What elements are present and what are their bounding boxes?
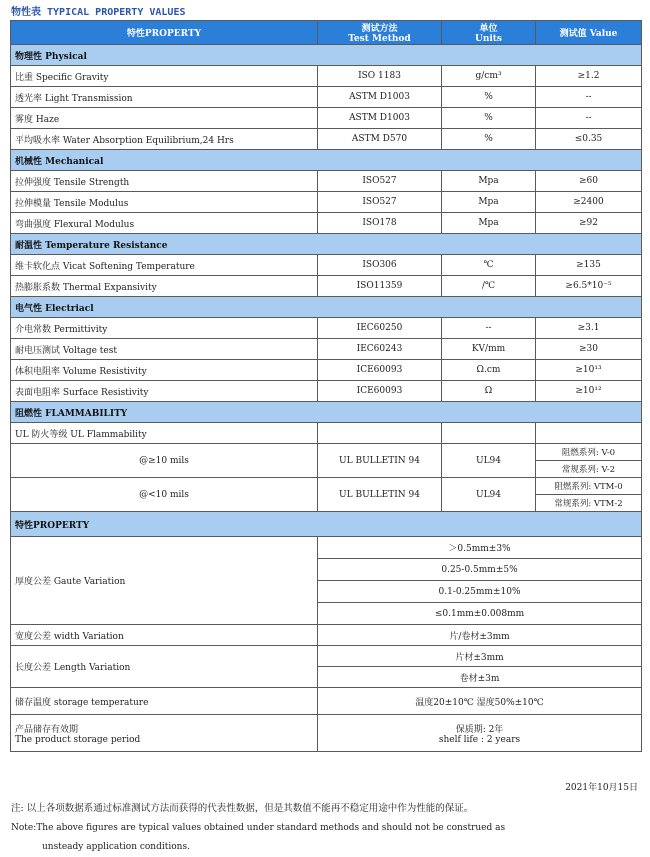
cell-prop: 维卡软化点 Vicat Softening Temperature [11, 255, 318, 276]
cell-value: ≥3.1 [536, 318, 642, 339]
gauge-label [11, 537, 318, 625]
cell-unit: UL94 [442, 444, 536, 478]
cell-method: ISO527 [318, 192, 442, 213]
section-thermal [11, 234, 642, 255]
cell-prop: 比重 Specific Gravity [11, 66, 318, 87]
cell-value: ≥135 [536, 255, 642, 276]
cell-value: 阻燃系列: VTM-0 [536, 478, 642, 495]
length-value: 卷材±3m [318, 667, 642, 688]
cell-unit: Mpa [442, 171, 536, 192]
header-value: 测试值 Value [536, 21, 642, 45]
width-label: 宽度公差 width Variation [11, 625, 318, 646]
empty-cell [318, 423, 442, 444]
storage-value: 温度20±10℃ 湿度50%±10℃ [318, 688, 642, 715]
storage-label: 储存温度 storage temperature [11, 688, 318, 715]
cell-prop: 介电常数 Permittivity [11, 318, 318, 339]
table-row [11, 360, 642, 381]
table-row [11, 129, 642, 150]
table-row [11, 381, 642, 402]
gauge-value: ≤0.1mm±0.008mm [318, 603, 642, 625]
table-row [11, 213, 642, 234]
cell-prop: 拉伸模量 Tensile Modulus [11, 192, 318, 213]
section-title: 电气性 Electriacl [11, 297, 642, 318]
cell-method: ISO 1183 [318, 66, 442, 87]
header-unit-cn: 单位 [479, 24, 498, 34]
table-row [11, 339, 642, 360]
table-row [11, 171, 642, 192]
cell-method: ASTM D1003 [318, 87, 442, 108]
header-unit-en: Units [474, 34, 503, 44]
gauge-value: ＞0.5mm±3% [318, 537, 642, 559]
gauge-label-text: 厚度公差 Gaute Variation [15, 577, 126, 587]
section-property [11, 512, 642, 537]
section-physical [11, 45, 642, 66]
cell-value: ≥1.2 [536, 66, 642, 87]
cell-unit: Mpa [442, 192, 536, 213]
cell-value: ≥92 [536, 213, 642, 234]
table-row [11, 444, 642, 461]
cell-value: 常规系列: VTM-2 [536, 495, 642, 512]
cell-unit: Mpa [442, 213, 536, 234]
table-row [11, 715, 642, 752]
cell-unit: Ω.cm [442, 360, 536, 381]
table-row [11, 423, 642, 444]
header-unit [442, 21, 536, 45]
property-table [10, 20, 642, 752]
cell-unit: ℃ [442, 255, 536, 276]
cell-value: -- [536, 87, 642, 108]
shelf-value-cn: 保质期: 2年 [455, 724, 504, 735]
shelf-label-cn: 产品储存有效期 [15, 724, 79, 735]
shelf-value [318, 715, 642, 752]
document-date: 2021年10月15日 [565, 783, 638, 793]
empty-cell [536, 423, 642, 444]
cell-prop: 体积电阻率 Volume Resistivity [11, 360, 318, 381]
cell-prop: 透光率 Light Transmission [11, 87, 318, 108]
cell-value: 阻燃系列: V-0 [536, 444, 642, 461]
cell-prop: 雾度 Haze [11, 108, 318, 129]
cell-unit: g/cm³ [442, 66, 536, 87]
cell-method: ICE60093 [318, 360, 442, 381]
width-value: 片/卷材±3mm [318, 625, 642, 646]
cell-method: ISO11359 [318, 276, 442, 297]
cell-unit: % [442, 87, 536, 108]
cell-value: ≥10¹³ [536, 360, 642, 381]
cell-value: ≤0.35 [536, 129, 642, 150]
cell-prop: 耐电压测试 Voltage test [11, 339, 318, 360]
cell-method: UL BULLETIN 94 [318, 444, 442, 478]
table-row [11, 255, 642, 276]
section-title: 特性PROPERTY [11, 512, 642, 537]
cell-value: ≥30 [536, 339, 642, 360]
table-row [11, 66, 642, 87]
note-en-line2: unsteady application conditions. [42, 842, 190, 852]
cell-prop: 热膨胀系数 Thermal Expansivity [11, 276, 318, 297]
gauge-value: 0.25-0.5mm±5% [318, 559, 642, 581]
note-cn: 注: 以上各项数据系通过标准测试方法而获得的代表性数据，但是其数值不能再不稳定用途中作为性能的保证。 [11, 803, 474, 814]
cell-unit: % [442, 129, 536, 150]
cell-method: ASTM D570 [318, 129, 442, 150]
table-row [11, 87, 642, 108]
cell-unit: KV/mm [442, 339, 536, 360]
cell-unit: % [442, 108, 536, 129]
cell-method: ISO527 [318, 171, 442, 192]
section-flammability [11, 402, 642, 423]
cell-unit: Ω [442, 381, 536, 402]
section-electrical [11, 297, 642, 318]
cell-method: ISO306 [318, 255, 442, 276]
table-row [11, 688, 642, 715]
header-method-en: Test Method [348, 34, 411, 44]
section-title: 机械性 Mechanical [11, 150, 642, 171]
cell-unit: /℃ [442, 276, 536, 297]
section-title: 物理性 Physical [11, 45, 642, 66]
table-row [11, 108, 642, 129]
ul-label: UL 防火等级 UL Flammability [11, 423, 318, 444]
cell-method: ISO178 [318, 213, 442, 234]
cell-method: IEC60243 [318, 339, 442, 360]
cell-prop: @<10 mils [11, 478, 318, 512]
shelf-label-en: The product storage period [15, 734, 141, 745]
length-label: 长度公差 Length Variation [11, 646, 318, 688]
cell-method: ASTM D1003 [318, 108, 442, 129]
table-row [11, 478, 642, 495]
table-row [11, 625, 642, 646]
gauge-value: 0.1-0.25mm±10% [318, 581, 642, 603]
table-row [11, 318, 642, 339]
section-title: 耐温性 Temperature Resistance [11, 234, 642, 255]
table-row [11, 192, 642, 213]
empty-cell [442, 423, 536, 444]
section-mechanical [11, 150, 642, 171]
cell-value: -- [536, 108, 642, 129]
shelf-label [11, 715, 318, 752]
cell-value: ≥60 [536, 171, 642, 192]
table-row [11, 276, 642, 297]
cell-prop: 平均吸水率 Water Absorption Equilibrium,24 Hrs [11, 129, 318, 150]
page-title: 物性表 TYPICAL PROPERTY VALUES [11, 7, 186, 18]
shelf-value-en: shelf life : 2 years [438, 734, 521, 745]
table-header [11, 21, 642, 45]
table-row [11, 537, 642, 559]
cell-method: UL BULLETIN 94 [318, 478, 442, 512]
section-title: 阻燃性 FLAMMABILITY [11, 402, 642, 423]
cell-prop: 拉伸强度 Tensile Strength [11, 171, 318, 192]
cell-method: IEC60250 [318, 318, 442, 339]
note-en-line1: Note:The above figures are typical values obtained under standard methods and should not be construed as [11, 823, 506, 833]
cell-unit: UL94 [442, 478, 536, 512]
cell-unit: -- [442, 318, 536, 339]
cell-value: ≥10¹² [536, 381, 642, 402]
cell-prop: @≥10 mils [11, 444, 318, 478]
header-property: 特性PROPERTY [11, 21, 318, 45]
header-method-cn: 测试方法 [361, 24, 398, 34]
cell-value: ≥6.5*10⁻⁵ [536, 276, 642, 297]
table-row [11, 646, 642, 667]
cell-value: ≥2400 [536, 192, 642, 213]
cell-prop: 表面电阻率 Surface Resistivity [11, 381, 318, 402]
cell-value: 常规系列: V-2 [536, 461, 642, 478]
length-value: 片材±3mm [318, 646, 642, 667]
header-method [318, 21, 442, 45]
cell-prop: 弯曲强度 Flexural Modulus [11, 213, 318, 234]
cell-method: ICE60093 [318, 381, 442, 402]
